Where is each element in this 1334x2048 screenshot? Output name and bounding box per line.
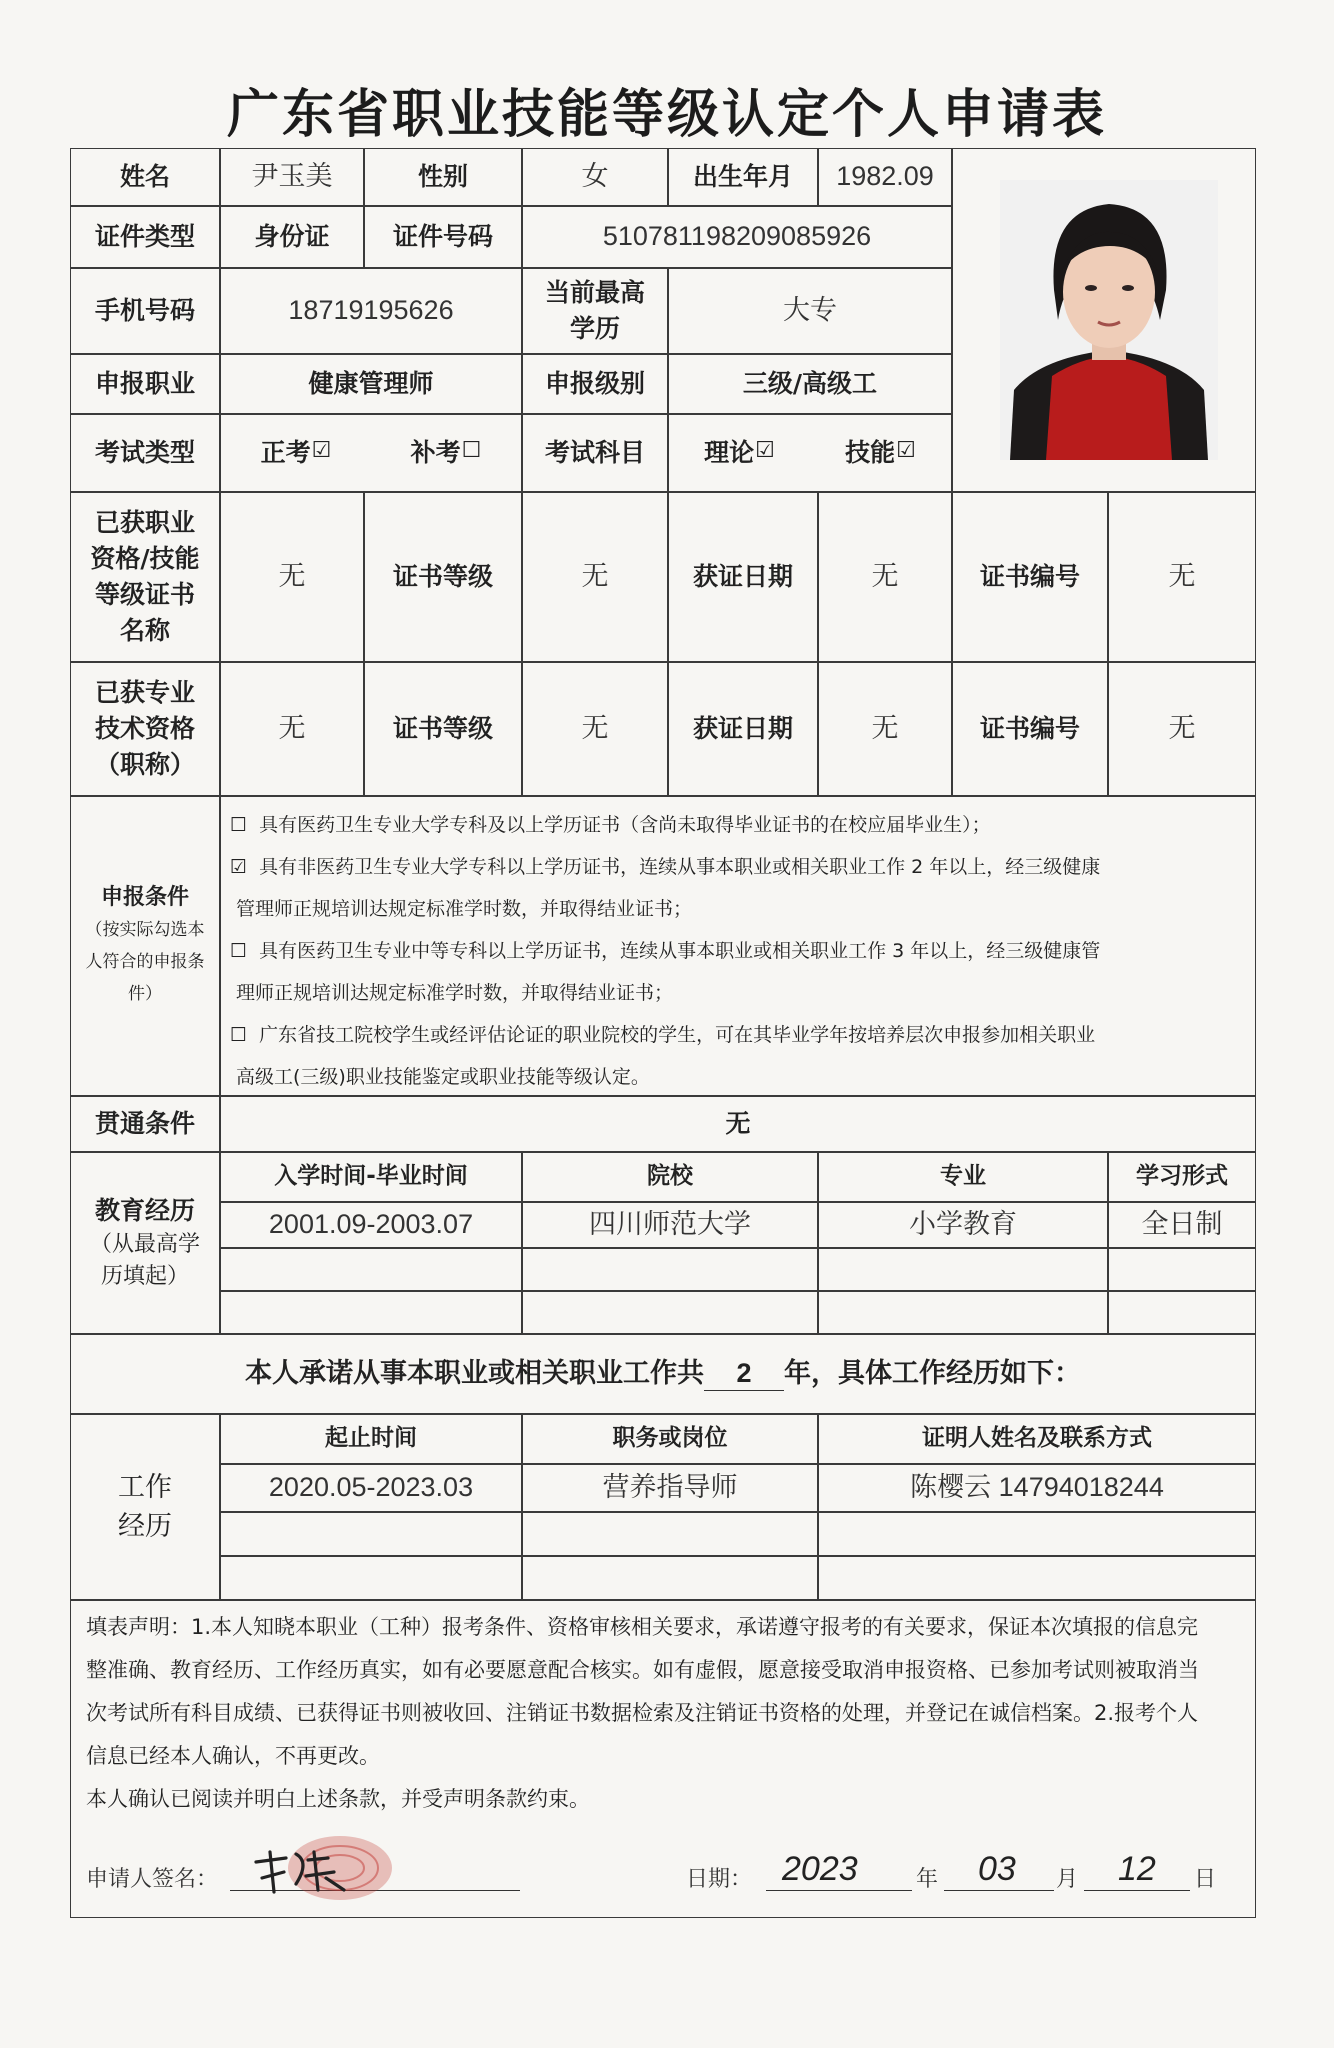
professional-number-label: 证书编号 (952, 662, 1108, 796)
day-unit: 日 (1194, 1867, 1217, 1892)
edu-empty-cell[interactable] (1108, 1248, 1256, 1291)
edu-row-mode[interactable]: 全日制 (1108, 1202, 1256, 1248)
work-empty-cell[interactable] (220, 1556, 522, 1600)
checkbox-empty-icon[interactable]: ☐ (230, 940, 248, 962)
signed-day[interactable]: 12 (1118, 1850, 1156, 1888)
vocational-cert-label: 已获职业资格/技能等级证书名称 (70, 492, 220, 662)
condition-text-cont: 理师正规培训达规定标准学时数，并取得结业证书； (236, 982, 674, 1004)
education-history-label-cell (70, 1152, 220, 1334)
month-unit: 月 (1056, 1867, 1079, 1892)
checkbox-empty-icon[interactable]: ☐ (230, 814, 248, 836)
id-number-label: 证件号码 (364, 206, 522, 268)
birth-label: 出生年月 (668, 148, 818, 206)
work-empty-cell[interactable] (220, 1512, 522, 1556)
checkbox-checked-icon[interactable]: ☑ (755, 437, 775, 463)
conditions-sublabel: （按实际勾选本人符合的申报条件） (85, 919, 205, 1005)
work-empty-cell[interactable] (522, 1556, 818, 1600)
edu-empty-cell[interactable] (818, 1291, 1108, 1334)
exam-subject-label: 考试科目 (522, 414, 668, 492)
condition-text-cont: 高级工(三级)职业技能鉴定或职业技能等级认定。 (236, 1066, 650, 1088)
education-history-label: 教育经历 (94, 1195, 195, 1225)
work-row-position[interactable]: 营养指导师 (522, 1464, 818, 1512)
checkbox-checked-icon[interactable]: ☑ (230, 856, 248, 878)
name-value[interactable]: 尹玉美 (220, 148, 364, 206)
work-header-position: 职务或岗位 (522, 1414, 818, 1464)
signature-fingerprint (252, 1832, 392, 1904)
form-title: 广东省职业技能等级认定个人申请表 (226, 85, 1107, 145)
pathway-value[interactable]: 无 (220, 1096, 1256, 1152)
declaration-line: 信息已经本人确认，不再更改。 (86, 1744, 380, 1768)
skill-label: 技能 (845, 437, 896, 467)
professional-date-label: 获证日期 (668, 662, 818, 796)
vocational-grade-label: 证书等级 (364, 492, 522, 662)
level-value[interactable]: 三级/高级工 (668, 354, 952, 414)
edu-header-major: 专业 (818, 1152, 1108, 1202)
edu-header-period: 入学时间-毕业时间 (220, 1152, 522, 1202)
condition-text: 具有医药卫生专业中等专科以上学历证书，连续从事本职业或相关职业工作 3 年以上，经三级健康管 (259, 940, 1101, 962)
edu-row-period[interactable]: 2001.09-2003.07 (220, 1202, 522, 1248)
declaration-line: 整准确、教育经历、工作经历真实，如有必要愿意配合核实。如有虚假，愿意接受取消申报资格、已参加考试则被取消当 (86, 1658, 1199, 1682)
commitment-text-before: 本人承诺从事本职业或相关职业工作共 (245, 1358, 704, 1390)
condition-text: 具有医药卫生专业大学专科及以上学历证书（含尚未取得毕业证书的在校应届毕业生）； (259, 814, 991, 836)
work-header-period: 起止时间 (220, 1414, 522, 1464)
edu-empty-cell[interactable] (818, 1248, 1108, 1291)
edu-header-school: 院校 (522, 1152, 818, 1202)
month-line[interactable] (944, 1890, 1054, 1891)
professional-date-value[interactable]: 无 (818, 662, 952, 796)
edu-empty-cell[interactable] (220, 1248, 522, 1291)
theory-option[interactable] (704, 435, 775, 471)
edu-empty-cell[interactable] (522, 1291, 818, 1334)
signature-label: 申请人签名： (86, 1867, 219, 1892)
signed-month[interactable]: 03 (978, 1850, 1016, 1888)
professional-number-value[interactable]: 无 (1108, 662, 1256, 796)
checkbox-empty-icon[interactable]: ☐ (230, 1024, 248, 1046)
name-label: 姓名 (70, 148, 220, 206)
portrait-image (1000, 180, 1218, 460)
condition-1[interactable] (230, 810, 991, 837)
occupation-label: 申报职业 (70, 354, 220, 414)
edu-header-mode: 学习形式 (1108, 1152, 1256, 1202)
skill-option[interactable] (845, 435, 916, 471)
education-value[interactable]: 大专 (668, 268, 952, 354)
work-empty-cell[interactable] (818, 1512, 1256, 1556)
exam-type-label: 考试类型 (70, 414, 220, 492)
theory-label: 理论 (704, 437, 755, 467)
makeup-exam-option[interactable] (411, 435, 482, 471)
work-empty-cell[interactable] (818, 1556, 1256, 1600)
level-label: 申报级别 (522, 354, 668, 414)
vocational-cert-name[interactable]: 无 (220, 492, 364, 662)
commitment-years[interactable]: 2 (704, 1357, 784, 1390)
checkbox-checked-icon[interactable]: ☑ (896, 437, 916, 463)
conditions-label: 申报条件 (100, 884, 189, 910)
applicant-photo (1000, 180, 1218, 460)
edu-empty-cell[interactable] (1108, 1291, 1256, 1334)
work-history-label: 工作经历 (70, 1414, 220, 1600)
phone-value[interactable]: 18719195626 (220, 268, 522, 354)
regular-exam-option[interactable] (261, 435, 332, 471)
id-number-value[interactable]: 510781198209085926 (522, 206, 952, 268)
work-empty-cell[interactable] (522, 1512, 818, 1556)
edu-empty-cell[interactable] (522, 1248, 818, 1291)
professional-grade-value[interactable]: 无 (522, 662, 668, 796)
id-type-label: 证件类型 (70, 206, 220, 268)
id-type-value[interactable]: 身份证 (220, 206, 364, 268)
condition-4[interactable] (230, 1020, 1095, 1047)
work-commitment (70, 1334, 1256, 1414)
checkbox-checked-icon[interactable]: ☑ (311, 437, 332, 463)
conditions-label-cell (70, 796, 220, 1096)
declaration-line: 填表声明：1.本人知晓本职业（工种）报考条件、资格审核相关要求，承诺遵守报考的有关要求，保证本次填报的信息完 (86, 1615, 1199, 1639)
professional-title-name[interactable]: 无 (220, 662, 364, 796)
edu-empty-cell[interactable] (220, 1291, 522, 1334)
declaration-line: 次考试所有科目成绩、已获得证书则被收回、注销证书数据检索及注销证书资格的处理，并登记在诚信档案。2.报考个人 (86, 1701, 1199, 1725)
edu-row-school[interactable]: 四川师范大学 (522, 1202, 818, 1248)
professional-title-label: 已获专业技术资格（职称） (70, 662, 220, 796)
commitment-text-after: 年，具体工作经历如下： (784, 1358, 1081, 1390)
year-line[interactable] (766, 1890, 912, 1891)
signed-year[interactable]: 2023 (782, 1850, 858, 1888)
condition-2[interactable] (230, 852, 1100, 879)
phone-label: 手机号码 (70, 268, 220, 354)
day-line[interactable] (1084, 1890, 1190, 1891)
pathway-label: 贯通条件 (70, 1096, 220, 1152)
education-label: 当前最高学历 (522, 268, 668, 354)
date-label: 日期： (686, 1867, 753, 1892)
checkbox-empty-icon[interactable]: ☐ (461, 437, 482, 463)
vocational-date-label: 获证日期 (668, 492, 818, 662)
gender-value[interactable]: 女 (522, 148, 668, 206)
year-unit: 年 (916, 1867, 939, 1892)
work-row-period[interactable]: 2020.05-2023.03 (220, 1464, 522, 1512)
condition-text: 广东省技工院校学生或经评估论证的职业院校的学生，可在其毕业学年按培养层次申报参加相关职业 (259, 1024, 1096, 1046)
professional-grade-label: 证书等级 (364, 662, 522, 796)
work-row-reference[interactable]: 陈樱云 14794018244 (818, 1464, 1256, 1512)
vocational-date-value[interactable]: 无 (818, 492, 952, 662)
makeup-exam-label: 补考 (410, 437, 461, 467)
vocational-number-value[interactable]: 无 (1108, 492, 1256, 662)
condition-text: 具有非医药卫生专业大学专科以上学历证书，连续从事本职业或相关职业工作 2 年以上，经三级健康 (259, 856, 1101, 878)
exam-type-options (220, 414, 522, 492)
education-history-sublabel: （从最高学历填起） (89, 1232, 200, 1290)
vocational-grade-value[interactable]: 无 (522, 492, 668, 662)
declaration-confirm: 本人确认已阅读并明白上述条款，并受声明条款约束。 (86, 1787, 590, 1811)
occupation-value[interactable]: 健康管理师 (220, 354, 522, 414)
birth-value[interactable]: 1982.09 (818, 148, 952, 206)
exam-subject-options (668, 414, 952, 492)
gender-label: 性别 (364, 148, 522, 206)
vocational-number-label: 证书编号 (952, 492, 1108, 662)
condition-text-cont: 管理师正规培训达规定标准学时数，并取得结业证书； (236, 898, 693, 920)
declaration-text (86, 1606, 1246, 1821)
regular-exam-label: 正考 (260, 437, 311, 467)
work-header-reference: 证明人姓名及联系方式 (818, 1414, 1256, 1464)
condition-3[interactable] (230, 936, 1100, 963)
edu-row-major[interactable]: 小学教育 (818, 1202, 1108, 1248)
